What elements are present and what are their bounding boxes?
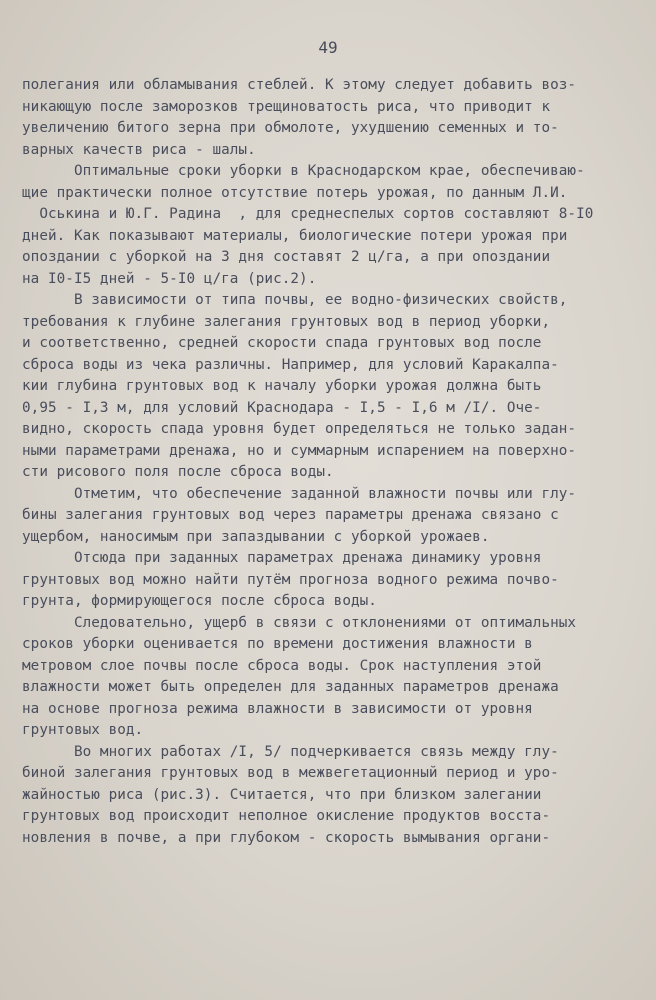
text-line: полегания или обламывания стеблей. К этому следует добавить воз- [22,77,577,93]
text-line: ными параметрами дренажа, но и суммарным испарением на поверхно- [22,442,577,459]
paragraph [22,613,622,742]
text-line: дней. Как показывают материалы, биологические потери урожая при [22,227,568,244]
body-text [22,75,622,849]
text-line: варных качеств риса - шалы. [22,141,256,158]
text-line: новления в почве, а при глубоком - скорость вымывания органи- [22,829,551,846]
text-line: грунта, формирующегося после сброса воды. [22,593,377,609]
text-line: грунтовых вод. [22,722,144,738]
text-line: жайностью риса (рис.3). Считается, что при близком залегании [22,786,542,803]
text-line: 0,95 - I,3 м, для условий Краснодара - I,5 - I,6 м /I/. Оче- [22,399,542,416]
paragraph [22,75,622,161]
text-line: Оськина и Ю.Г. Радина , для среднеспелых сортов составляют 8-I0 [22,206,594,222]
text-line: кии глубина грунтовых вод к началу уборки урожая должна быть [22,378,542,394]
text-line: никающую после заморозков трещиноватость риса, что приводит к [22,98,551,115]
text-line: Оптимальные сроки уборки в Краснодарском крае, обеспечиваю- [22,163,585,179]
text-line: требования к глубине залегания грунтовых вод в период уборки, [22,313,551,330]
text-line: метровом слое почвы после сброса воды. Срок наступления этой [22,657,542,674]
paragraph [22,290,622,484]
text-line: щие практически полное отсутствие потерь урожая, по данным Л.И. [22,184,568,201]
text-line: и соответственно, средней скорости спада грунтовых вод после [22,335,542,351]
text-line: влажности может быть определен для заданных параметров дренажа [22,679,559,695]
paragraph [22,548,622,613]
text-line: бины залегания грунтовых вод через параметры дренажа связано с [22,507,559,523]
paragraph [22,161,622,290]
paragraph [22,742,622,850]
text-line: Следовательно, ущерб в связи с отклонениями от оптимальных [22,614,577,631]
text-line: грунтовых вод можно найти путём прогноза водного режима почво- [22,571,559,588]
text-line: сброса воды из чека различны. Например, для условий Каракалпа- [22,356,559,373]
text-line: видно, скорость спада уровня будет определяться не только задан- [22,421,577,437]
text-line: на основе прогноза режима влажности в зависимости от уровня [22,700,533,717]
text-line: опоздании с уборкой на 3 дня составят 2 ц/га, а при опоздании [22,249,551,265]
text-line: грунтовых вод происходит неполное окисление продуктов восста- [22,808,551,824]
text-line: сти рисового поля после сброса воды. [22,464,334,480]
paragraph [22,484,622,549]
text-line: Во многих работах /I, 5/ подчеркивается связь между глу- [22,743,559,760]
text-line: ущербом, наносимым при запаздывании с уборкой урожаев. [22,528,490,545]
text-line: сроков уборки оценивается по времени достижения влажности в [22,636,533,652]
text-line: увеличению битого зерна при обмолоте, ухудшению семенных и то- [22,120,559,136]
text-line: биной залегания грунтовых вод в межвегетационный период и уро- [22,765,559,781]
text-line: Отметим, что обеспечение заданной влажности почвы или глу- [22,485,577,502]
text-line: Отсюда при заданных параметрах дренажа динамику уровня [22,550,542,566]
text-line: В зависимости от типа почвы, ее водно-физических свойств, [22,292,568,308]
page-number: 49 [318,38,338,57]
text-line: на I0-I5 дней - 5-I0 ц/га (рис.2). [22,270,317,287]
